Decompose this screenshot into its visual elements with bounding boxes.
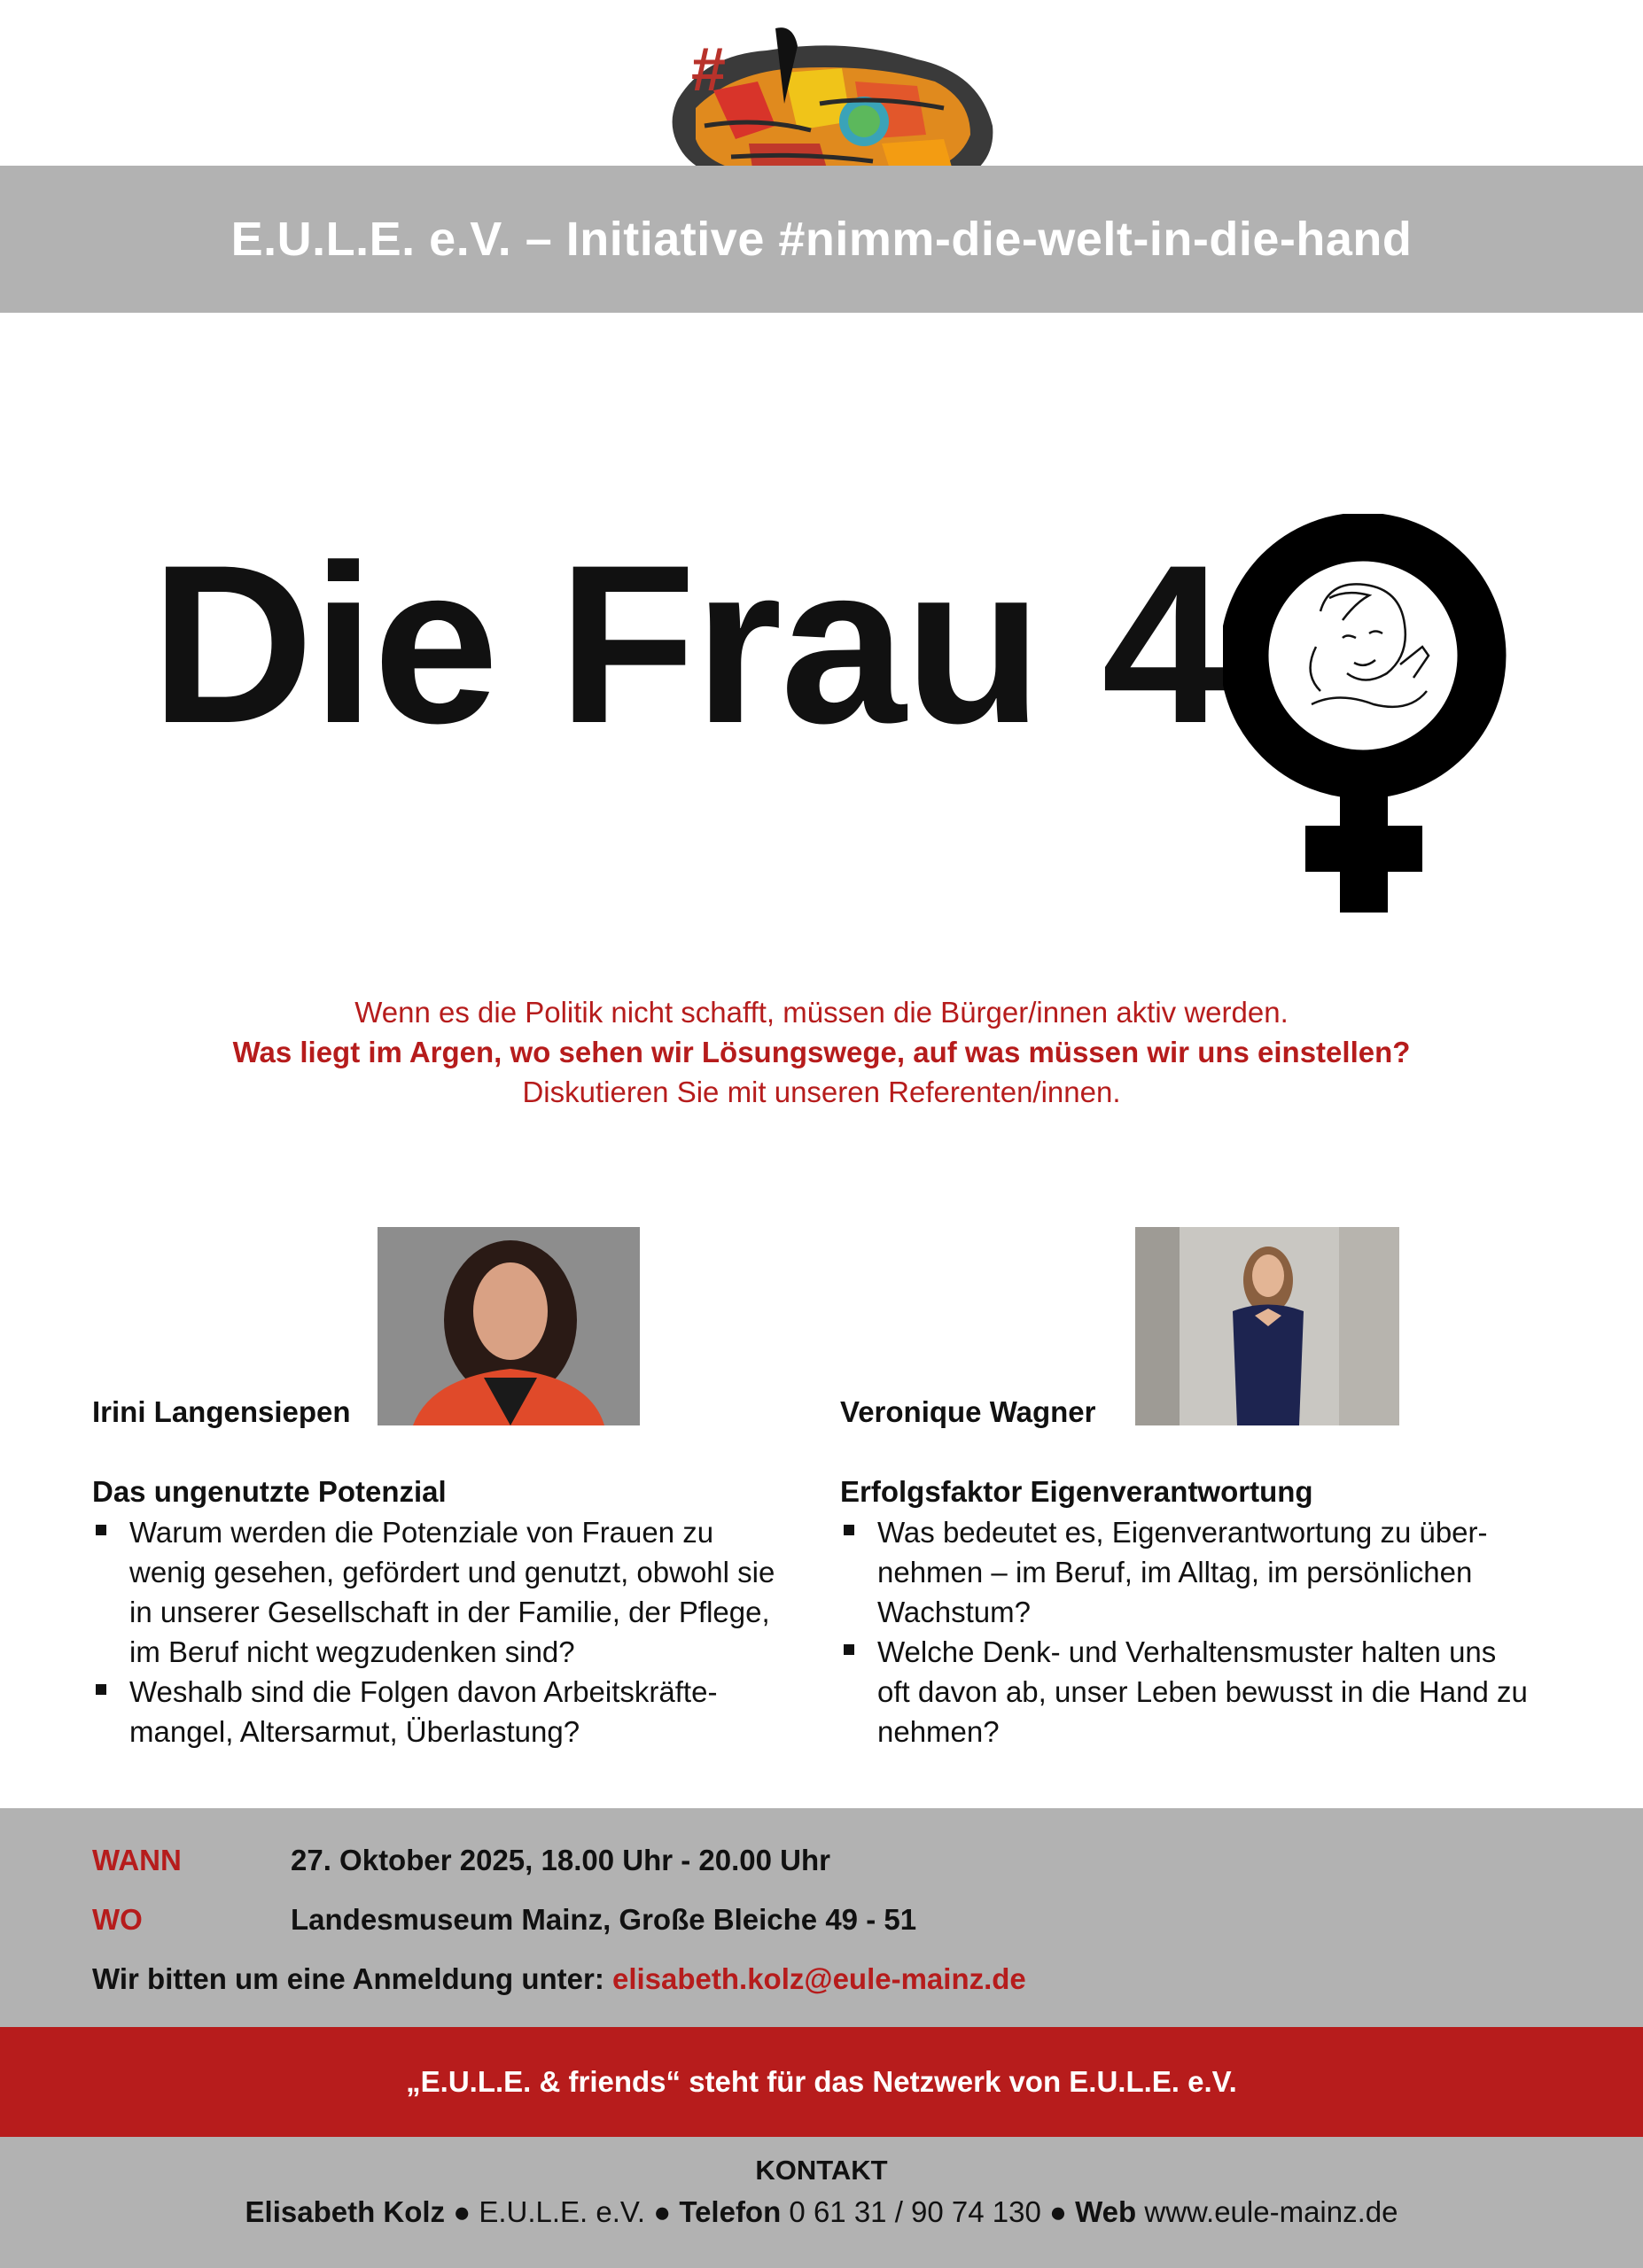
- contact-org: E.U.L.E. e.V.: [479, 2195, 646, 2228]
- bullet-item: [92, 1672, 775, 1751]
- bullet-line: Weshalb sind die Folgen davon Arbeitskräfte-: [129, 1675, 718, 1708]
- topic-title: Das ungenutzte Potenzial: [92, 1475, 447, 1508]
- bullet-line: wenig gesehen, gefördert und genutzt, obwohl sie: [129, 1556, 775, 1588]
- venus-symbol-icon: [1223, 514, 1507, 913]
- bullet-line: Welche Denk- und Verhaltensmuster halten uns: [877, 1635, 1497, 1668]
- register-row: [92, 1962, 1026, 1996]
- register-email-link[interactable]: elisabeth.kolz@eule-mainz.de: [611, 1962, 1026, 1995]
- when-row: [92, 1844, 830, 1877]
- bullet-line: oft davon ab, unser Leben bewusst in die Hand zu: [877, 1675, 1528, 1708]
- tagline-line-3: Diskutieren Sie mit unseren Referenten/innen.: [522, 1076, 1121, 1108]
- separator: ●: [1040, 2195, 1076, 2228]
- where-label: WO: [92, 1903, 143, 1936]
- bullet-square-icon: [96, 1525, 106, 1535]
- contact-name: Elisabeth Kolz: [245, 2195, 446, 2228]
- hero-title: Die Frau 4.: [151, 518, 1287, 771]
- network-note: „E.U.L.E. & friends“ steht für das Netzwerk von E.U.L.E. e.V.: [406, 2065, 1237, 2098]
- speaker-photo-1: [378, 1227, 640, 1425]
- tagline-line-2: Was liegt im Argen, wo sehen wir Lösungswege, auf was müssen wir uns einstellen?: [232, 1036, 1411, 1068]
- bullet-item: [92, 1512, 775, 1672]
- bullet-square-icon: [844, 1644, 854, 1655]
- svg-text:#: #: [691, 35, 726, 104]
- speaker-name: Irini Langensiepen: [92, 1395, 351, 1428]
- when-value: 27. Oktober 2025, 18.00 Uhr - 20.00 Uhr: [291, 1844, 830, 1876]
- header-band: [0, 166, 1643, 313]
- topic-title: Erfolgsfaktor Eigenverantwortung: [840, 1475, 1313, 1508]
- bullet-line: in unserer Gesellschaft in der Familie, der Pflege,: [129, 1596, 770, 1628]
- when-label: WANN: [92, 1844, 182, 1876]
- bullet-square-icon: [96, 1684, 106, 1695]
- bullet-line: nehmen?: [877, 1715, 1000, 1748]
- phone-value[interactable]: 0 61 31 / 90 74 130: [789, 2195, 1041, 2228]
- tagline-line-1: Wenn es die Politik nicht schafft, müssen die Bürger/innen aktiv werden.: [354, 996, 1289, 1029]
- bullet-line: Warum werden die Potenziale von Frauen zu: [129, 1516, 714, 1549]
- phone-label: Telefon: [679, 2195, 782, 2228]
- network-band: [0, 2027, 1643, 2137]
- tagline: [0, 992, 1643, 1112]
- separator: ●: [445, 2195, 479, 2228]
- bullet-item: [840, 1632, 1528, 1751]
- bullet-line: Wachstum?: [877, 1596, 1031, 1628]
- event-info-band: [0, 1808, 1643, 2027]
- web-link[interactable]: www.eule-mainz.de: [1144, 2195, 1398, 2228]
- contact-title: KONTAKT: [755, 2155, 888, 2186]
- register-text: Wir bitten um eine Anmeldung unter:: [92, 1962, 612, 1995]
- bullet-line: mangel, Altersarmut, Überlastung?: [129, 1715, 580, 1748]
- speaker-name: Veronique Wagner: [840, 1395, 1096, 1428]
- bullet-list: [840, 1512, 1528, 1751]
- bullet-square-icon: [844, 1525, 854, 1535]
- header-title: E.U.L.E. e.V. – Initiative #nimm-die-welt-in-die-hand: [230, 213, 1413, 266]
- contact-band: [0, 2137, 1643, 2268]
- bullet-line: Was bedeutet es, Eigenverantwortung zu über-: [877, 1516, 1488, 1549]
- bullet-line: nehmen – im Beruf, im Alltag, im persönlichen: [877, 1556, 1473, 1588]
- web-label: Web: [1075, 2195, 1137, 2228]
- contact-line: [0, 2195, 1643, 2229]
- speaker-photo-2: [1135, 1227, 1399, 1425]
- bullet-line: im Beruf nicht wegzudenken sind?: [129, 1635, 575, 1668]
- bullet-list: [92, 1512, 775, 1751]
- where-row: [92, 1903, 916, 1937]
- where-value: Landesmuseum Mainz, Große Bleiche 49 - 51: [291, 1903, 917, 1936]
- bullet-item: [840, 1512, 1528, 1632]
- separator: ●: [645, 2195, 680, 2228]
